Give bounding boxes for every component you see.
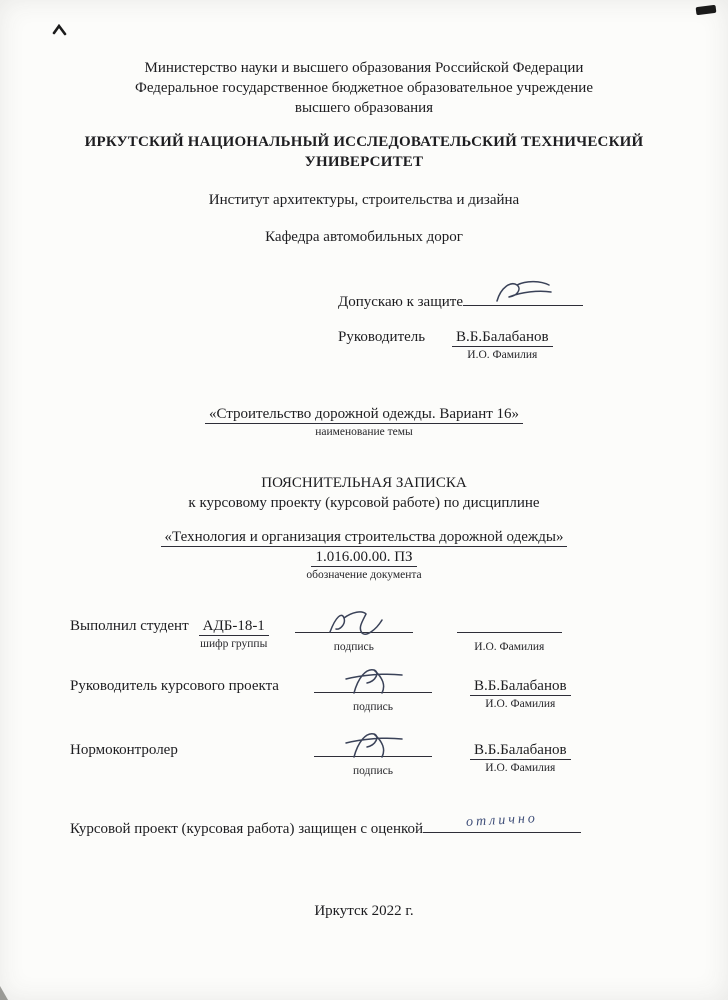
- project-supervisor-name-caption: И.О. Фамилия: [485, 698, 556, 710]
- grade-row: [70, 811, 728, 839]
- project-supervisor-signature: [340, 666, 406, 696]
- student-label: Выполнил студент: [70, 618, 189, 634]
- footer: [0, 901, 728, 921]
- norm-controller-signature: [340, 730, 406, 760]
- signature-rows: [70, 616, 668, 778]
- project-supervisor-name: В.Б.Балабанов: [470, 678, 571, 696]
- topic-caption: наименование темы: [315, 426, 413, 438]
- admit-signature-line: [463, 289, 583, 306]
- project-supervisor-signature-line: [314, 676, 432, 693]
- supervisor-row: [338, 327, 728, 362]
- university-name-line1: ИРКУТСКИЙ НАЦИОНАЛЬНЫЙ ИССЛЕДОВАТЕЛЬСКИЙ ТЕХНИЧЕСКИЙ: [84, 134, 644, 150]
- student-name-line: [457, 616, 562, 633]
- student-signature-row: [70, 616, 668, 654]
- norm-controller-name: В.Б.Балабанов: [470, 742, 571, 760]
- supervisor-name: В.Б.Балабанов: [452, 329, 553, 347]
- ministry-line: Министерство науки и высшего образования Российской Федерации: [144, 60, 584, 76]
- supervisor-name-caption: И.О. Фамилия: [467, 349, 538, 361]
- norm-controller-label: Нормоконтролер: [70, 742, 178, 758]
- education-level-line: высшего образования: [294, 100, 434, 116]
- document-type-block: [0, 473, 728, 582]
- university-name-line2: УНИВЕРСИТЕТ: [304, 154, 424, 170]
- grade-line: [423, 811, 581, 833]
- discipline-title: «Технология и организация строительства дорожной одежды»: [161, 529, 568, 547]
- document-code-caption: обозначение документа: [306, 569, 422, 581]
- norm-controller-sign-caption: подпись: [352, 765, 394, 777]
- document-title: ПОЯСНИТЕЛЬНАЯ ЗАПИСКА: [261, 475, 467, 491]
- admit-label: Допускаю к защите: [338, 294, 464, 310]
- document-header: [0, 58, 728, 247]
- norm-controller-signature-line: [314, 740, 432, 757]
- project-supervisor-sign-caption: подпись: [352, 701, 394, 713]
- city-year: Иркутск 2022 г.: [314, 903, 414, 919]
- student-sign-caption: подпись: [333, 641, 374, 653]
- norm-controller-name-caption: И.О. Фамилия: [485, 762, 556, 774]
- university-name: [0, 132, 728, 172]
- student-name-caption: И.О. Фамилия: [474, 641, 545, 653]
- supervisor-label: Руководитель: [338, 329, 426, 345]
- admit-row: [338, 289, 728, 312]
- department-name: Кафедра автомобильных дорог: [265, 229, 463, 245]
- student-signature: [322, 608, 386, 636]
- topic-block: [0, 406, 728, 439]
- student-signature-line: [295, 616, 413, 633]
- approval-signature: [491, 279, 555, 309]
- document-code: 1.016.00.00. ПЗ: [311, 549, 416, 567]
- norm-controller-signature-row: [70, 740, 668, 778]
- project-supervisor-signature-row: [70, 676, 668, 714]
- grade-label: Курсовой проект (курсовая работа) защищен с оценкой: [70, 821, 424, 837]
- institution-line: Федеральное государственное бюджетное образовательное учреждение: [134, 80, 593, 96]
- scan-artifact: [52, 24, 68, 36]
- project-supervisor-label: Руководитель курсового проекта: [70, 678, 279, 694]
- document-subtitle: к курсовому проекту (курсовой работе) по дисциплине: [188, 495, 540, 511]
- handwritten-grade: отлично: [465, 811, 539, 830]
- topic-title: «Строительство дорожной одежды. Вариант 16»: [205, 406, 523, 424]
- institute-name: Институт архитектуры, строительства и дизайна: [208, 192, 520, 208]
- scan-artifact: [0, 986, 8, 1000]
- student-group: АДБ-18-1: [199, 618, 269, 636]
- scan-artifact: [696, 5, 717, 15]
- student-group-caption: шифр группы: [200, 638, 268, 650]
- approval-block: [338, 289, 728, 362]
